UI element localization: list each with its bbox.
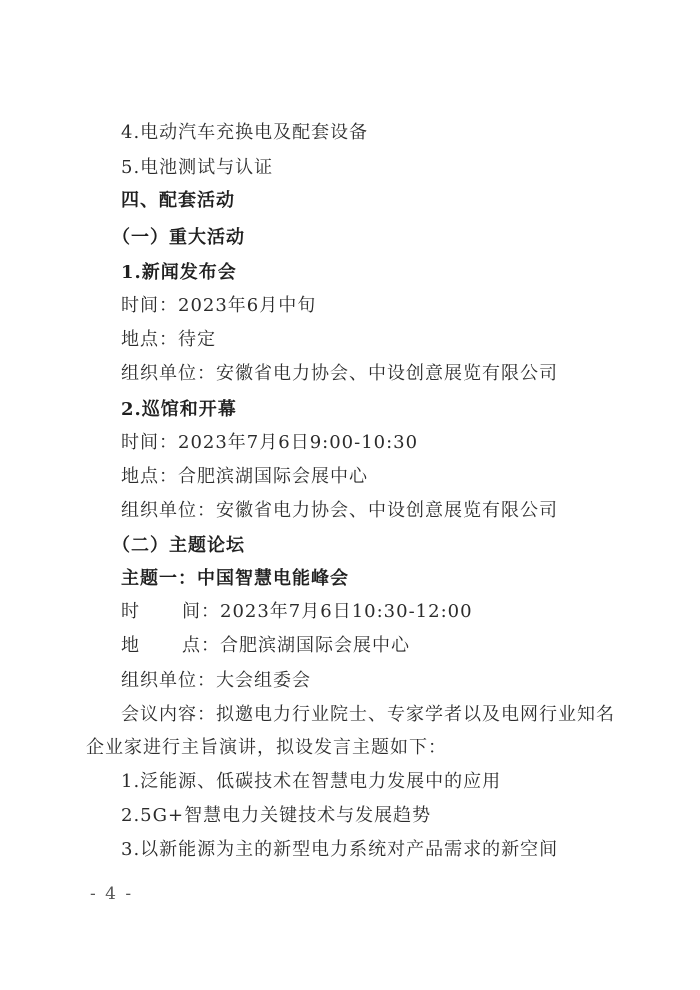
location-line: 地点：合肥滨湖国际会展中心: [121, 466, 368, 487]
location-line: [121, 634, 410, 658]
time-label-part1: 时: [121, 601, 140, 622]
subsection-heading: （二）主题论坛: [112, 535, 245, 556]
content-paragraph-continued: 企业家进行主旨演讲，拟设发言主题如下：: [86, 737, 447, 758]
location-label-part1: 地: [121, 635, 140, 656]
organizer-line: 组织单位：安徽省电力协会、中设创意展览有限公司: [121, 500, 558, 521]
forum-title: 主题一：中国智慧电能峰会: [121, 568, 349, 589]
item-heading: 1.新闻发布会: [121, 262, 237, 283]
organizer-line: 组织单位：大会组委会: [121, 670, 311, 691]
organizer-line: 组织单位：安徽省电力协会、中设创意展览有限公司: [121, 363, 558, 384]
time-label-part2: 间：2023年7月6日10:30-12:00: [182, 601, 473, 622]
content-paragraph: 会议内容：拟邀电力行业院士、专家学者以及电网行业知名: [121, 704, 615, 725]
list-item: 2.5G+智慧电力关键技术与发展趋势: [121, 805, 432, 826]
list-item: 3.以新能源为主的新型电力系统对产品需求的新空间: [121, 839, 559, 860]
location-line: 地点：待定: [121, 329, 216, 350]
list-item: 1.泛能源、低碳技术在智慧电力发展中的应用: [121, 771, 502, 792]
time-line: [121, 600, 473, 624]
time-line: 时间：2023年7月6日9:00-10:30: [121, 432, 419, 453]
section-heading: 四、配套活动: [121, 190, 235, 211]
item-heading: 2.巡馆和开幕: [121, 399, 237, 420]
list-item: 5.电池测试与认证: [121, 157, 274, 178]
list-item: 4.电动汽车充换电及配套设备: [121, 122, 369, 143]
subsection-heading: （一）重大活动: [112, 227, 245, 248]
time-line: 时间：2023年6月中旬: [121, 295, 317, 316]
page-number: - 4 -: [90, 884, 134, 904]
location-label-part2: 点：合肥滨湖国际会展中心: [182, 635, 410, 656]
